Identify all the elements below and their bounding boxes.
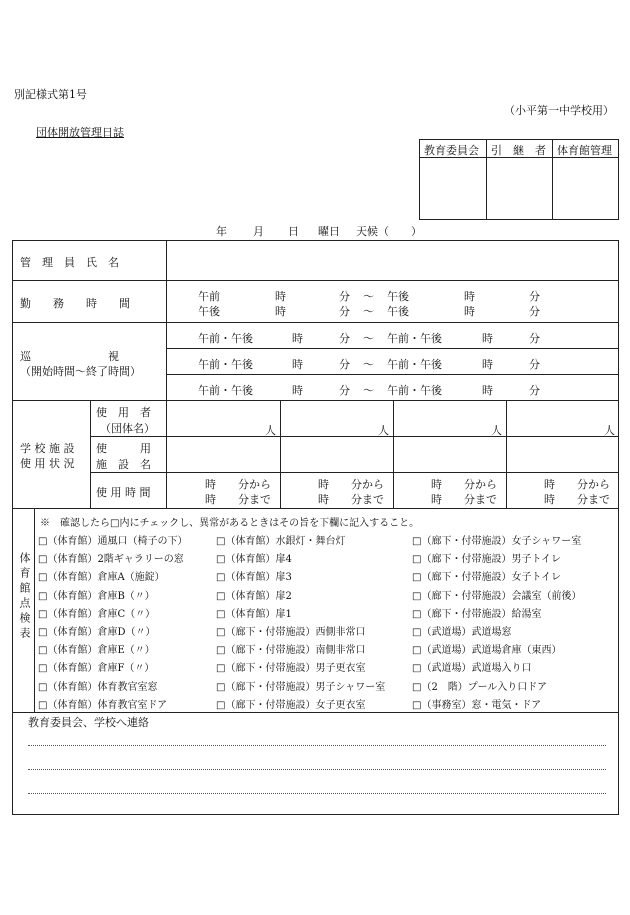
- contact-label: 教育委員会、学校へ連絡: [28, 716, 149, 729]
- contact-line-1[interactable]: [28, 745, 606, 746]
- patrol-min-2: 分: [339, 358, 350, 371]
- facility-label-1: 学 校 施 設: [20, 442, 75, 455]
- facility-label-2: 使 用 状 況: [20, 457, 75, 470]
- inspection-note: ※ 確認したら□内にチェックし、異常があるときはその旨を下欄に記入すること。: [40, 518, 420, 529]
- patrol-ampm-3: 午前・午後: [198, 384, 253, 397]
- patrol-tilde-2: ～: [363, 358, 374, 371]
- work-hour-2: 時: [275, 305, 286, 318]
- checklist-item[interactable]: □（体育館）倉庫C（〃）: [38, 608, 156, 620]
- patrol-tilde-3: ～: [363, 384, 374, 397]
- patrol-min2-2: 分: [529, 358, 540, 371]
- checklist-item[interactable]: □（廊下・付帯施設）女子トイレ: [412, 572, 561, 584]
- patrol-tilde-1: ～: [363, 332, 374, 345]
- checklist-item[interactable]: □（武道場）武道場窓: [412, 627, 512, 638]
- checklist-item[interactable]: □（体育館）扉2: [216, 590, 292, 602]
- patrol-min-3: 分: [339, 384, 350, 397]
- person-unit-3: 人: [491, 424, 502, 437]
- checklist-item[interactable]: □（体育館）2階ギャラリーの窓: [38, 554, 184, 566]
- checklist-item[interactable]: □（廊下・付帯施設）女子更衣室: [216, 699, 366, 711]
- patrol-hour2-3: 時: [482, 384, 493, 397]
- work-min2-2: 分: [529, 305, 540, 318]
- patrol-hour-1: 時: [292, 332, 303, 345]
- manager-label: 管 理 員 氏 名: [20, 256, 119, 269]
- checklist-item[interactable]: □（廊下・付帯施設）西側非常口: [216, 627, 366, 638]
- form-number: 別記様式第1号: [14, 88, 87, 101]
- patrol-hour2-2: 時: [482, 358, 493, 371]
- user-label-2: （団体名）: [100, 422, 155, 435]
- usage-time-label: 使 用 時 間: [96, 486, 151, 499]
- contact-line-3[interactable]: [28, 793, 606, 794]
- checklist-item[interactable]: □（武道場）武道場倉庫（東西）: [412, 645, 562, 657]
- patrol-ampm-1: 午前・午後: [198, 332, 253, 345]
- time-from-3: 時 分から: [431, 478, 497, 491]
- date-year: 年: [216, 225, 227, 238]
- checklist-item[interactable]: □（2 階）プール入り口ドア: [412, 681, 548, 693]
- checklist-item[interactable]: □（体育館）倉庫B（〃）: [38, 590, 155, 602]
- contact-line-2[interactable]: [28, 769, 606, 770]
- page-title: 団体開放管理日誌: [36, 126, 124, 139]
- patrol-label: 巡 視: [20, 350, 119, 363]
- checklist-item[interactable]: □（廊下・付帯施設）男子トイレ: [412, 554, 561, 566]
- patrol-min2-3: 分: [529, 384, 540, 397]
- work-hours-label: 勤 務 時 間: [20, 297, 130, 310]
- date-weekday: 曜日: [318, 225, 340, 238]
- work-min2-1: 分: [529, 290, 540, 303]
- work-ampm-2: 午後: [198, 305, 220, 318]
- person-unit-1: 人: [265, 424, 276, 437]
- work-ampm2-2: 午後: [387, 305, 409, 318]
- patrol-ampm2-1: 午前・午後: [387, 332, 442, 345]
- patrol-ampm-2: 午前・午後: [198, 358, 253, 371]
- checklist-item[interactable]: □（体育館）倉庫D（〃）: [38, 627, 156, 638]
- patrol-ampm2-2: 午前・午後: [387, 358, 442, 371]
- checklist-item[interactable]: □（体育館）倉庫E（〃）: [38, 645, 155, 657]
- work-hour2-2: 時: [464, 305, 475, 318]
- facility-name-label-2: 施 設 名: [96, 458, 151, 471]
- checklist-item[interactable]: □（廊下・付帯施設）男子シャワー室: [216, 681, 386, 693]
- checklist-item[interactable]: □（体育館）通風口（椅子の下）: [38, 536, 188, 547]
- checklist-item[interactable]: □（体育館）扉4: [216, 554, 292, 566]
- work-hour-1: 時: [275, 290, 286, 303]
- checklist-item[interactable]: □（体育館）扉3: [216, 572, 292, 584]
- person-unit-4: 人: [604, 424, 615, 437]
- approval-header-board: 教育委員会: [424, 144, 479, 157]
- patrol-ampm2-3: 午前・午後: [387, 384, 442, 397]
- patrol-sublabel: （開始時間～終了時間）: [20, 365, 141, 378]
- date-day: 日: [288, 225, 299, 238]
- checklist-item[interactable]: □（廊下・付帯施設）南側非常口: [216, 645, 366, 657]
- school-note: （小平第一中学校用）: [504, 104, 614, 117]
- checklist-item[interactable]: □（体育館）倉庫A（施錠）: [38, 572, 165, 584]
- work-hour2-1: 時: [464, 290, 475, 303]
- time-to-2: 時 分まで: [318, 493, 384, 506]
- work-min-2: 分: [339, 305, 350, 318]
- date-weather: 天候（ ）: [356, 225, 422, 238]
- checklist-item[interactable]: □（事務室）窓・電気・ドア: [412, 699, 542, 711]
- time-from-4: 時 分から: [544, 478, 610, 491]
- date-month: 月: [253, 225, 264, 238]
- user-label-1: 使 用 者: [96, 406, 151, 419]
- work-tilde-2: ～: [363, 305, 374, 318]
- patrol-min2-1: 分: [529, 332, 540, 345]
- time-to-3: 時 分まで: [431, 493, 497, 506]
- work-tilde-1: ～: [363, 290, 374, 303]
- approval-header-gym: 体育館管理: [557, 144, 612, 157]
- work-ampm2-1: 午後: [387, 290, 409, 303]
- checklist-item[interactable]: □（体育館）体育教官室窓: [38, 681, 158, 693]
- time-from-2: 時 分から: [318, 478, 384, 491]
- inspection-vertical-label: 体育館点検表: [18, 552, 31, 642]
- checklist-item[interactable]: □（体育館）倉庫F（〃）: [38, 663, 155, 675]
- checklist-item[interactable]: □（廊下・付帯施設）給湯室: [412, 608, 542, 620]
- approval-header-successor: 引 継 者: [491, 144, 546, 157]
- checklist-item[interactable]: □（体育館）水銀灯・舞台灯: [216, 536, 346, 547]
- work-ampm-1: 午前: [198, 290, 220, 303]
- checklist-item[interactable]: □（武道場）武道場入り口: [412, 663, 532, 675]
- checklist-item[interactable]: □（体育館）体育教官室ドア: [38, 699, 168, 711]
- person-unit-2: 人: [378, 424, 389, 437]
- time-from-1: 時 分から: [205, 478, 271, 491]
- manager-name-field[interactable]: [168, 242, 616, 278]
- patrol-min-1: 分: [339, 332, 350, 345]
- checklist-item[interactable]: □（廊下・付帯施設）女子シャワー室: [412, 536, 582, 547]
- checklist-item[interactable]: □（廊下・付帯施設）男子更衣室: [216, 663, 366, 675]
- facility-name-label-1: 使 用: [96, 442, 151, 455]
- patrol-hour-3: 時: [292, 384, 303, 397]
- time-to-4: 時 分まで: [544, 493, 610, 506]
- patrol-hour2-1: 時: [482, 332, 493, 345]
- checklist-item[interactable]: □（廊下・付帯施設）会議室（前後）: [412, 590, 582, 602]
- patrol-hour-2: 時: [292, 358, 303, 371]
- time-to-1: 時 分まで: [205, 493, 271, 506]
- checklist-item[interactable]: □（体育館）扉1: [216, 608, 292, 620]
- work-min-1: 分: [339, 290, 350, 303]
